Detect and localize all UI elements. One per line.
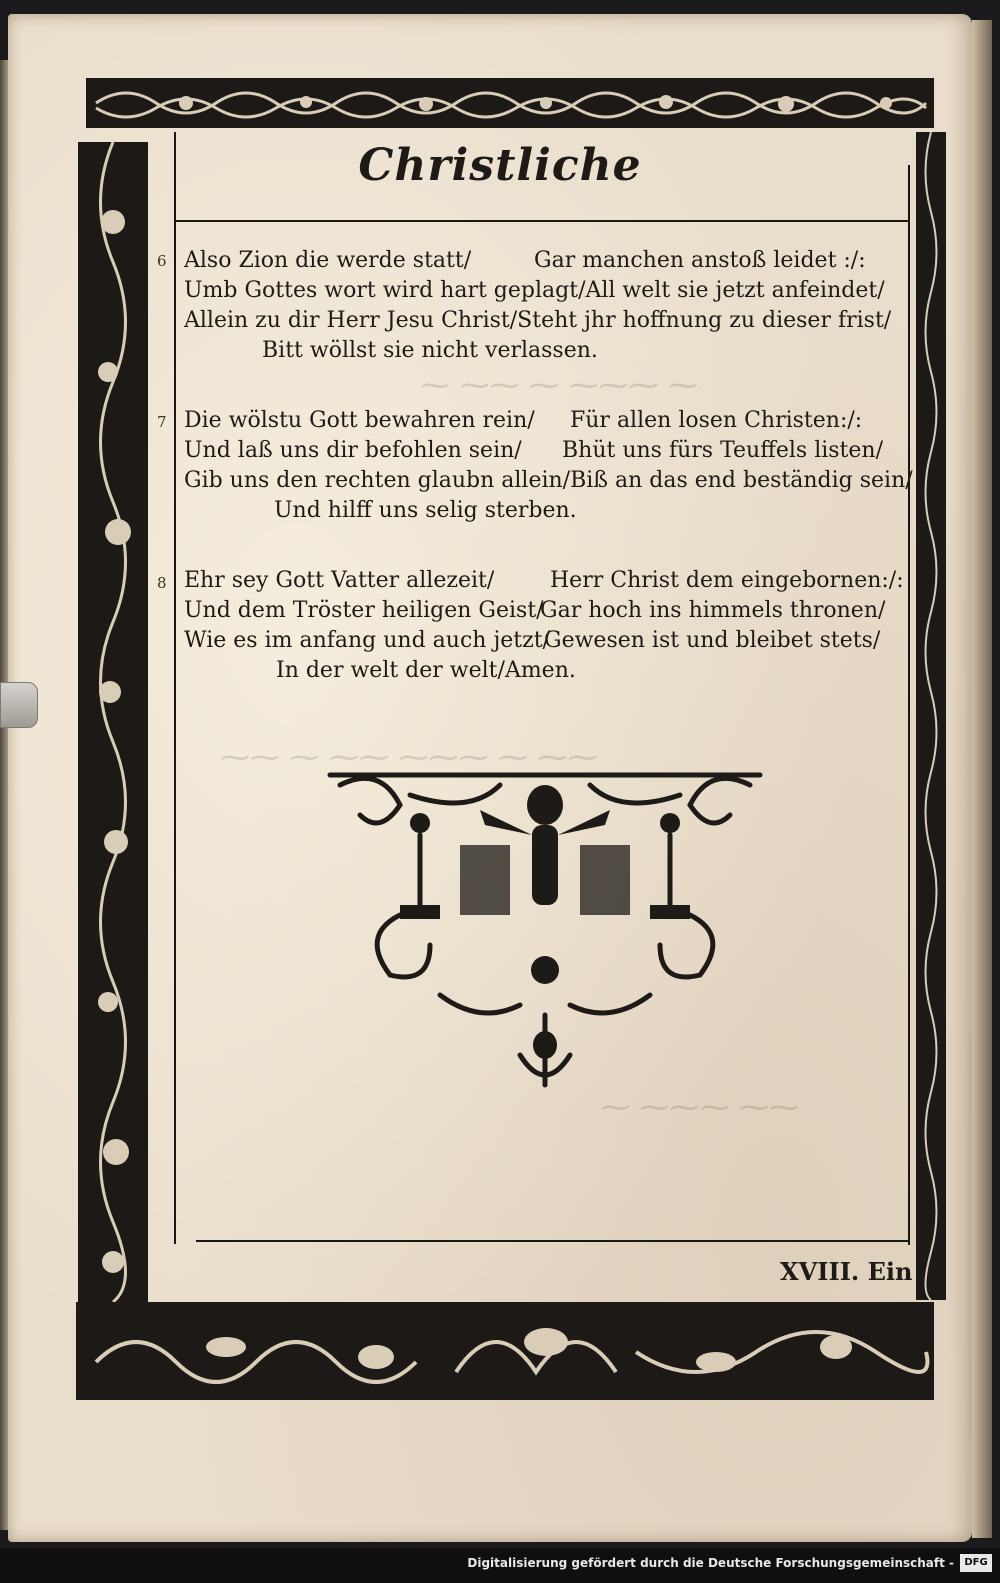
verse-number: 8: [157, 574, 167, 592]
header-rule: [176, 220, 908, 222]
cherub-ornament: [320, 765, 770, 1095]
footer-rule: [196, 1240, 908, 1242]
verse-line: Gib uns den rechten glaubn allein/Biß an das end beständig sein/: [184, 468, 913, 493]
verse-line: Und hilff uns selig sterben.: [274, 498, 577, 523]
verse-line: Gar manchen anstoß leidet :/:: [534, 248, 866, 273]
page-clip: [0, 682, 38, 728]
show-through-text: ⁓ ⁓⁓⁓ ⁓⁓: [600, 1090, 800, 1125]
verse-line: Und dem Tröster heiligen Geist/: [184, 598, 544, 623]
verse-line: Gar hoch ins himmels thronen/: [540, 598, 886, 623]
verse-line: Gewesen ist und bleibet stets/: [544, 628, 881, 653]
woodcut-border-top: [86, 78, 934, 128]
running-head: Christliche: [358, 140, 642, 191]
frame-rule-left: [174, 132, 176, 1244]
verse-line: Bhüt uns fürs Teuffels listen/: [562, 438, 883, 463]
verse-line: Also Zion die werde statt/: [184, 248, 472, 273]
verse-line: Für allen losen Christen:/:: [570, 408, 863, 433]
woodcut-border-right: [916, 132, 946, 1300]
verse-line: Wie es im anfang und auch jetzt/: [184, 628, 550, 653]
verse-line: Allein zu dir Herr Jesu Christ/Steht jhr hoffnung zu dieser frist/: [184, 308, 892, 333]
verse-line: Die wölstu Gott bewahren rein/: [184, 408, 535, 433]
frame-rule-right: [908, 165, 910, 1245]
verse-line: In der welt der welt/Amen.: [276, 658, 576, 683]
verse-line: Herr Christ dem eingebornen:/:: [550, 568, 904, 593]
show-through-text: ⁓ ⁓⁓ ⁓ ⁓⁓⁓ ⁓: [420, 368, 699, 403]
catchword: XVIII. Ein: [780, 1257, 913, 1286]
dfg-logo: DFG: [960, 1554, 992, 1572]
verse-number: 7: [157, 413, 167, 431]
verse-line: Umb Gottes wort wird hart geplagt/All welt sie jetzt anfeindet/: [184, 278, 885, 303]
verse-number: 6: [157, 252, 167, 270]
verse-line: Bitt wöllst sie nicht verlassen.: [262, 338, 598, 363]
woodcut-border-left: [78, 142, 148, 1302]
show-through-text: ⁓⁓ ⁓ ⁓⁓ ⁓⁓⁓ ⁓ ⁓⁓: [220, 740, 598, 775]
verse-line: Ehr sey Gott Vatter allezeit/: [184, 568, 495, 593]
footer-credit-text: Digitalisierung gefördert durch die Deutsche Forschungsgemeinschaft -: [467, 1556, 954, 1570]
page-stack-edge: [972, 20, 992, 1538]
verse-line: Und laß uns dir befohlen sein/: [184, 438, 522, 463]
woodcut-border-bottom: [76, 1302, 934, 1400]
